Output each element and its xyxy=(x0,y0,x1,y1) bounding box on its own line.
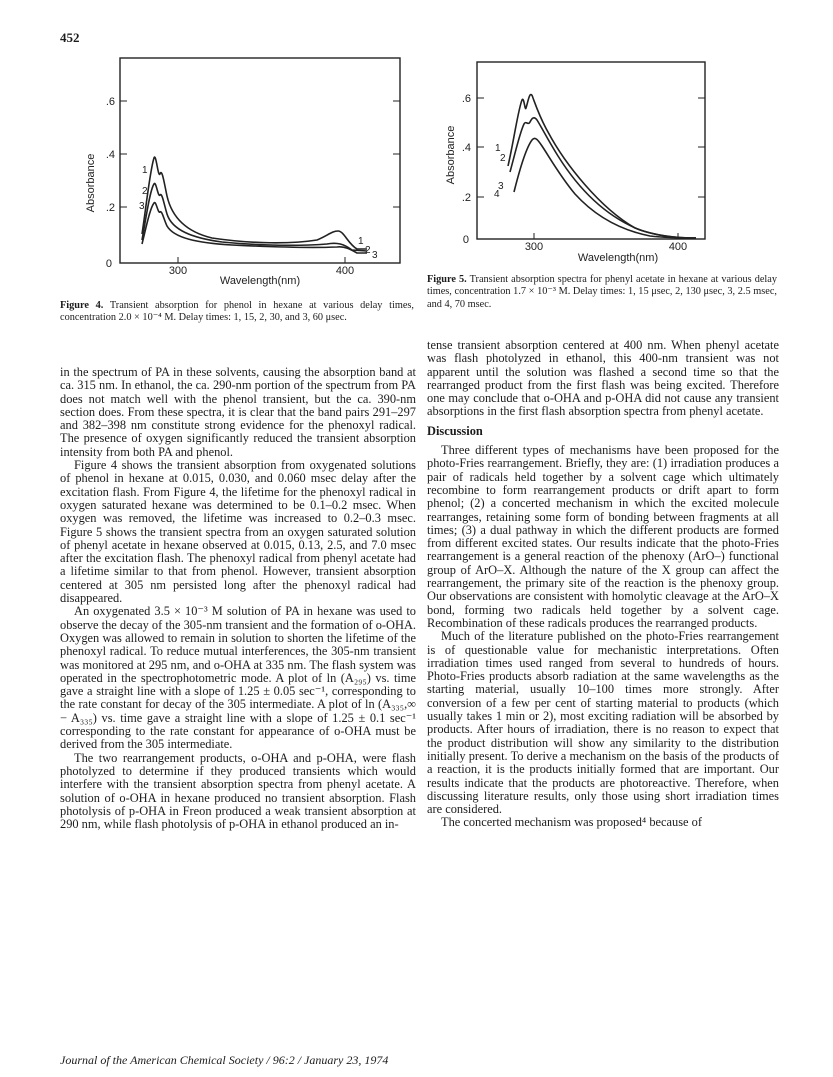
figure-4-xlabel: Wavelength(nm) xyxy=(219,275,301,287)
figure-4-curve-label-3: 3 xyxy=(139,201,145,212)
figure-4-ytick-3: .6 xyxy=(105,96,115,108)
figure-4 xyxy=(82,48,402,298)
right-paragraph-intro: tense transient absorption centered at 400 nm. When phenyl acetate was flash photolyzed in ethanol, this 400-nm transient was not apparent until the solution was flashed a second time so that the rearranged product from the first flash was being excited. Therefore one may conclude that o-OHA and p-OHA did not cause any transient absorptions in the first flash absorption spectra from phenyl acetate. xyxy=(427,338,779,419)
figure-5 xyxy=(440,60,710,270)
figure-5-caption xyxy=(427,274,777,311)
figure-5-ytick-1: .2 xyxy=(461,192,471,204)
figure-4-ylabel: Absorbance xyxy=(85,153,97,213)
figure-5-xlabel: Wavelength(nm) xyxy=(577,252,659,264)
figure-5-caption-title: Figure 5. xyxy=(427,274,467,285)
figure-4-curve-1 xyxy=(142,157,367,249)
figure-5-plot xyxy=(440,60,710,270)
figure-5-curve-label-3: 3 xyxy=(498,181,504,192)
left-paragraph-2: Figure 4 shows the transient absorption from oxygenated solutions of phenol in hexane at 0.015, 0.030, and 0.060 msec delay after the excitation flash. From Figure 4, the lifetime for the phenoxyl radical in oxygen saturated hexane was determined to be 0.1–0.2 msec. When oxygen was removed, the lifetime was increased to 0.2–0.3 msec. Figure 5 shows the transient spectra from an oxygen saturated solution of phenyl acetate in hexane observed at 0.015, 0.13, 2.5, and 7.0 msec after the excitation flash. The phenoxyl radical from phenyl acetate had a lifetime similar to that from phenol. However, transient absorption centered at 305 nm persisted long after the phenoxyl radical had disappeared. xyxy=(60,458,416,606)
figure-5-curve-label-2: 2 xyxy=(500,153,506,164)
figure-5-caption-text: Transient absorption spectra for phenyl acetate in hexane at various delay times, concentration 1.7 × 10⁻³ M. Delay times: 1, 15 μsec, 2, 130 μsec, 3, 2.5 msec, and 4, 70 msec. xyxy=(427,274,777,310)
figure-5-ylabel: Absorbance xyxy=(445,125,457,185)
figure-5-curve-label-1: 1 xyxy=(495,143,501,154)
figure-4-curve-label-2: 2 xyxy=(142,186,148,197)
figure-5-curve-label-4: 4 xyxy=(494,189,500,200)
figure-4-plot xyxy=(82,48,402,298)
section-heading-discussion: Discussion xyxy=(427,423,483,438)
figure-5-ytick-3: .6 xyxy=(461,93,471,105)
figure-4-caption xyxy=(60,300,414,325)
figure-4-curve-3 xyxy=(142,203,367,253)
figure-4-xtick-400: 400 xyxy=(335,265,355,277)
left-paragraph-4: The two rearrangement products, o-OHA and p-OHA, were flash photolyzed to determine if they produced transients which would interfere with the transient absorption spectra from phenyl acetate. A solution of o-OHA in hexane produced no transient absorption. Flash photolysis of p-OHA in Freon produced a weak transient absorption at 290 nm, while flash photolysis of p-OHA in ethanol produced an in- xyxy=(60,750,416,832)
figure-4-curve-label-right-3: 3 xyxy=(372,250,378,261)
figure-4-curve-label-right-1: 1 xyxy=(358,236,364,247)
right-column xyxy=(427,339,779,830)
page-number: 452 xyxy=(60,30,80,45)
figure-4-curve-label-right-2: 2 xyxy=(365,245,371,256)
figure-4-caption-text: Transient absorption for phenol in hexane at various delay times, concentration 2.0 × 10⁻⁴ M. Delay times: 1, 15, 2, 30, and 3, 60 μsec. xyxy=(60,300,414,324)
left-paragraph-3: An oxygenated 3.5 × 10⁻³ M solution of PA in hexane was used to observe the decay of the 305-nm transient and the formation of o-OHA. Oxygen was allowed to remain in solution to shorten the lifetime of the phenoxyl radical. To reduce mutual interferences, the 305-nm transient was monitored at 295 nm, and o-OHA at 335 nm. The flash system was operated in the spectrophotometric mode. A plot of ln (A₂₉₅) vs. time gave a straight line with a slope of 1.25 ± 0.05 sec⁻¹, corresponding to the rate constant for decay of the 305 intermediate. A plot of ln (A₃₃₅,∞ − A₃₃₅) vs. time gave a straight line with a slope of 1.25 ± 0.1 sec⁻¹ corresponding to the rate constant for appearance of o-OHA must be derived from the 305 intermediate. xyxy=(60,604,416,752)
right-paragraph-2: Much of the literature published on the photo-Fries rearrangement is of questionable value for mechanistic interpretations. Often irradiation times used ranged from several to hundreds of hours. Photo-Fries products absorb radiation at the same wavelengths as the starting material, usually 10–100 times more strongly. After conversion of a few per cent of starting material to products (which usually takes 1 min or 2), most exciting radiation will be absorbed by products. After hours of irradiation, there is no reason to expect that the product distribution will show any similarity to the distribution initially present. To derive a mechanism on the basis of the products of a reaction, it is the products initially formed that are important. Our results indicate that the products are photoreactive. Therefore, when discussing literature results, only those using short irradiation times are considered. xyxy=(427,629,779,817)
journal-footer: Journal of the American Chemical Society / 96:2 / January 23, 1974 xyxy=(60,1053,389,1067)
figure-5-curve-3 xyxy=(514,138,696,238)
figure-4-ytick-1: .2 xyxy=(105,202,115,214)
figure-4-ytick-0: 0 xyxy=(105,258,112,270)
left-column xyxy=(60,366,416,831)
figure-5-curve-2 xyxy=(510,118,696,238)
figure-4-caption-title: Figure 4. xyxy=(60,300,104,311)
figure-5-ytick-0: 0 xyxy=(462,234,469,246)
figure-4-curve-label-1: 1 xyxy=(142,165,148,176)
right-paragraph-1: Three different types of mechanisms have been proposed for the photo-Fries rearrangement. Briefly, they are: (1) irradiation produces a pair of radicals held together by a solvent cage which ultimately recombine to form rearrangement products or drift apart to form phenol; (2) a concerted mechanism in which the excited molecule rearranges, retaining some form of bonding between fragments at all times; (3) a dual pathway in which the different products are formed from different excited states. Our results indicate that the photo-Fries rearrangement is a general reaction of the phenoxy (ArO–) functional group of ArO–X. Although the nature of the X group can affect the rearrangement, the primary site of the reaction is the phenoxy group. Our observations are consistent with homolytic cleavage at the ArO–X bond, forming two radicals held together by a solvent cage. Recombination of these radicals produces the rearranged products. xyxy=(427,443,779,630)
figure-5-xtick-400: 400 xyxy=(668,241,688,253)
left-paragraph-1: in the spectrum of PA in these solvents, causing the absorption band at ca. 315 nm. In ethanol, the ca. 290-nm portion of the spectrum from PA does not match well with the phenol transient, but the ca. 390-nm section does. From these spectra, it is clear that the band pairs 291–297 and 382–398 nm constitute strong evidence for the phenoxyl radical. The presence of oxygen significantly reduced the transient absorption intensity from both PA and phenol. xyxy=(60,365,416,459)
figure-5-ytick-2: .4 xyxy=(461,142,471,154)
figure-4-ytick-2: .4 xyxy=(105,149,115,161)
figure-4-frame xyxy=(120,58,400,263)
right-paragraph-3: The concerted mechanism was proposed⁴ because of xyxy=(441,815,702,830)
figure-5-xtick-300: 300 xyxy=(524,241,544,253)
figure-4-xtick-300: 300 xyxy=(168,265,188,277)
